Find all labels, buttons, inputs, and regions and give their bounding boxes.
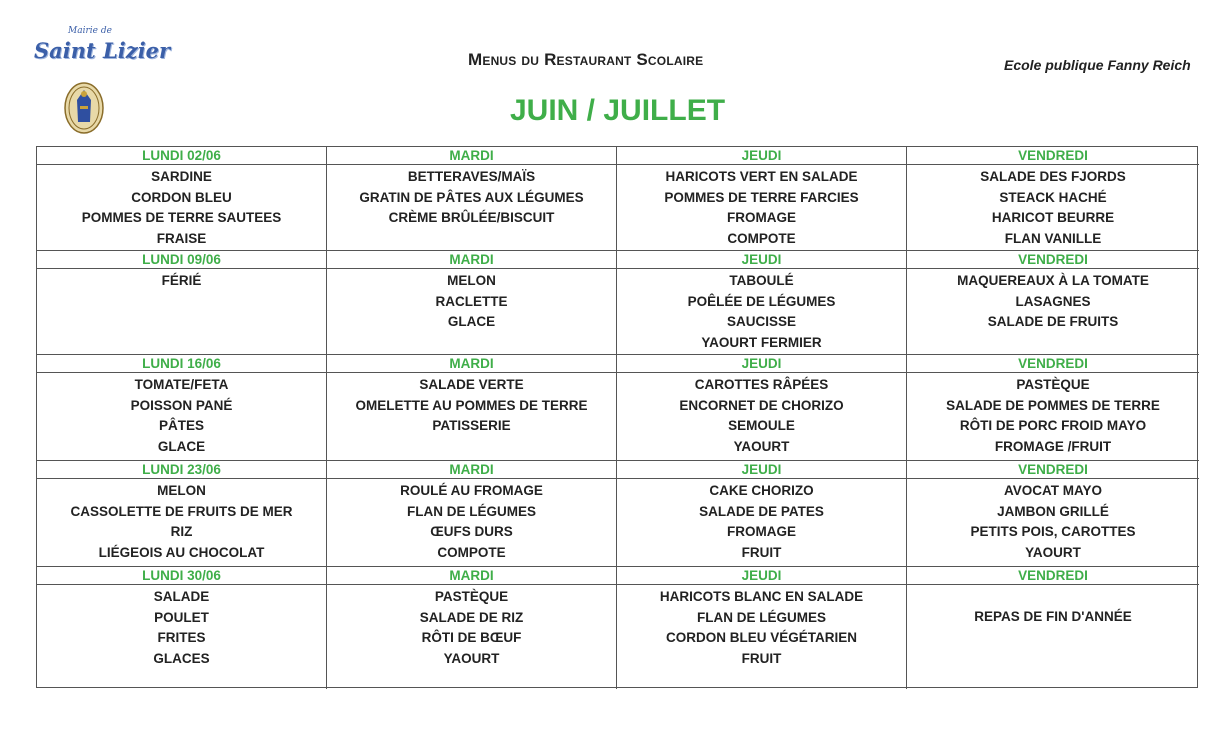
menu-items [617, 585, 906, 669]
menu-items [327, 373, 616, 437]
day-header: MARDI [327, 147, 616, 165]
menu-cell-week4-monday [37, 461, 327, 567]
menu-cell-week1-tuesday [327, 147, 617, 251]
menu-item: YAOURT [1025, 544, 1081, 560]
menu-item: FROMAGE [727, 210, 796, 226]
menu-cell-week3-tuesday [327, 355, 617, 461]
menu-items [37, 585, 326, 669]
menu-cell-week2-thursday [617, 251, 907, 355]
menu-item: HARICOT BEURRE [991, 210, 1115, 226]
page-title: Menus du Restaurant Scolaire [468, 50, 704, 69]
menu-cell-week4-tuesday [327, 461, 617, 567]
day-header: JEUDI [617, 147, 906, 165]
menu-item: ŒUFS DURS [430, 524, 513, 540]
menu-item: LASAGNES [1015, 293, 1091, 309]
menu-item: RIZ [170, 524, 193, 540]
menu-item: MAQUEREAUX À LA TOMATE [957, 273, 1149, 288]
menu-item: SEMOULE [728, 418, 795, 434]
menu-item: HARICOTS VERT EN SALADE [665, 169, 858, 184]
menu-item: RÔTI DE BŒUF [421, 630, 522, 646]
menu-item: SALADE DES FJORDS [980, 169, 1126, 184]
day-header: MARDI [327, 567, 616, 585]
menu-item: ENCORNET DE CHORIZO [679, 397, 844, 413]
menu-item: FLAN VANILLE [1004, 230, 1102, 246]
menu-item: COMPOTE [437, 544, 506, 560]
menu-cell-week4-thursday [617, 461, 907, 567]
period-title: JUIN / JUILLET [510, 94, 726, 127]
menu-cell-week5-tuesday [327, 567, 617, 689]
menu-items [907, 373, 1199, 457]
menu-item: SALADE VERTE [419, 377, 524, 392]
menu-item: FRUIT [741, 544, 782, 560]
menu-item: FÉRIÉ [161, 273, 202, 288]
menu-items [907, 269, 1199, 333]
day-header: JEUDI [617, 251, 906, 269]
menu-item: POULET [154, 609, 209, 625]
town-seal-icon [64, 82, 104, 134]
menu-item: GLACE [157, 438, 206, 454]
menu-item: CORDON BLEU VÉGÉTARIEN [665, 630, 857, 646]
menu-items [37, 165, 326, 249]
menu-cell-week2-monday [37, 251, 327, 355]
menu-item: FROMAGE /FRUIT [994, 438, 1112, 454]
menu-item: CORDON BLEU [131, 189, 232, 205]
school-name: Ecole publique Fanny Reich [1004, 57, 1191, 73]
menu-item: SARDINE [151, 169, 212, 184]
menu-item: SALADE [153, 589, 210, 604]
menu-item: SALADE DE RIZ [419, 609, 524, 625]
day-header: VENDREDI [907, 567, 1199, 585]
menu-item: CASSOLETTE DE FRUITS DE MER [70, 503, 293, 519]
menu-item: FRITES [157, 630, 206, 646]
menu-item: OMELETTE AU POMMES DE TERRE [355, 397, 588, 413]
menu-item: POMMES DE TERRE SAUTEES [81, 210, 282, 226]
logo-small-text: Mairie de [68, 26, 112, 36]
menu-item: GLACES [153, 650, 210, 666]
menu-item: POMMES DE TERRE FARCIES [664, 189, 859, 205]
menu-cell-week2-friday [907, 251, 1199, 355]
menu-cell-week3-thursday [617, 355, 907, 461]
menu-items [37, 373, 326, 457]
menu-item: CAKE CHORIZO [709, 483, 814, 498]
day-header: VENDREDI [907, 251, 1199, 269]
menu-item: FROMAGE [727, 524, 796, 540]
day-header: MARDI [327, 461, 616, 479]
menu-items [327, 269, 616, 333]
menu-item: BETTERAVES/MAÏS [407, 169, 536, 184]
menu-item: MELON [157, 483, 206, 498]
menu-items [327, 479, 616, 563]
menu-item: SALADE DE FRUITS [987, 314, 1119, 330]
menu-item: CAROTTES RÂPÉES [694, 377, 829, 392]
menu-items [617, 373, 906, 457]
menu-items [617, 269, 906, 353]
menu-item: SALADE DE POMMES DE TERRE [946, 397, 1160, 413]
menu-items [327, 165, 616, 229]
menu-item: COMPOTE [727, 230, 796, 246]
menu-items [617, 479, 906, 563]
logo-main-text: Saint Lizier [34, 38, 171, 63]
day-header: LUNDI 09/06 [37, 251, 326, 269]
menu-item: GRATIN DE PÂTES AUX LÉGUMES [359, 189, 584, 205]
day-header: JEUDI [617, 355, 906, 373]
menu-items [37, 269, 326, 292]
menu-cell-week3-friday [907, 355, 1199, 461]
day-header: JEUDI [617, 567, 906, 585]
menu-item: POISSON PANÉ [130, 397, 233, 413]
menu-item: YAOURT [733, 438, 790, 454]
menu-cell-week5-friday [907, 567, 1199, 689]
menu-table [36, 146, 1198, 688]
menu-item: YAOURT FERMIER [701, 334, 822, 350]
day-header: LUNDI 30/06 [37, 567, 326, 585]
menu-item: RACLETTE [435, 293, 508, 309]
menu-items [37, 479, 326, 563]
day-header: MARDI [327, 355, 616, 373]
menu-item: RÔTI DE PORC FROID MAYO [959, 418, 1147, 434]
menu-item: ROULÉ AU FROMAGE [400, 483, 543, 498]
day-header: LUNDI 16/06 [37, 355, 326, 373]
menu-item: GLACE [447, 314, 496, 330]
menu-items [907, 585, 1199, 628]
menu-item: YAOURT [443, 650, 500, 666]
menu-item: JAMBON GRILLÉ [997, 503, 1109, 519]
menu-item: FRAISE [156, 230, 207, 246]
day-header: LUNDI 23/06 [37, 461, 326, 479]
menu-item: FRUIT [741, 650, 782, 666]
menu-item: PATISSERIE [432, 418, 511, 434]
menu-item: TOMATE/FETA [134, 377, 229, 392]
day-header: VENDREDI [907, 355, 1199, 373]
menu-cell-week1-friday [907, 147, 1199, 251]
menu-item: PASTÈQUE [1016, 377, 1090, 392]
menu-item: LIÉGEOIS AU CHOCOLAT [98, 544, 265, 560]
menu-item: FLAN DE LÉGUMES [696, 609, 826, 625]
menu-items [907, 479, 1199, 563]
menu-cell-week5-thursday [617, 567, 907, 689]
menu-item: POÊLÉE DE LÉGUMES [687, 293, 836, 309]
menu-cell-week1-thursday [617, 147, 907, 251]
menu-item: MELON [447, 273, 496, 288]
menu-item: HARICOTS BLANC EN SALADE [659, 589, 864, 604]
menu-item: PÂTES [158, 418, 204, 434]
menu-item: REPAS DE FIN D'ANNÉE [974, 609, 1132, 624]
menu-item: SALADE DE PATES [699, 503, 824, 519]
day-header: VENDREDI [907, 147, 1199, 165]
menu-item: STEACK HACHÉ [999, 189, 1107, 205]
menu-item: PETITS POIS, CAROTTES [970, 524, 1136, 540]
menu-item: FLAN DE LÉGUMES [406, 503, 536, 519]
menu-cell-week3-monday [37, 355, 327, 461]
menu-item: AVOCAT MAYO [1003, 483, 1102, 498]
menu-cell-week2-tuesday [327, 251, 617, 355]
menu-cell-week1-monday [37, 147, 327, 251]
menu-cell-week4-friday [907, 461, 1199, 567]
menu-items [327, 585, 616, 669]
menu-item: CRÈME BRÛLÉE/BISCUIT [388, 210, 555, 226]
day-header: JEUDI [617, 461, 906, 479]
menu-item: PASTÈQUE [434, 589, 509, 604]
menu-items [617, 165, 906, 249]
menu-items [907, 165, 1199, 249]
menu-item: SAUCISSE [726, 314, 797, 330]
menu-cell-week5-monday [37, 567, 327, 689]
day-header: LUNDI 02/06 [37, 147, 326, 165]
menu-item: TABOULÉ [729, 273, 794, 288]
day-header: MARDI [327, 251, 616, 269]
day-header: VENDREDI [907, 461, 1199, 479]
